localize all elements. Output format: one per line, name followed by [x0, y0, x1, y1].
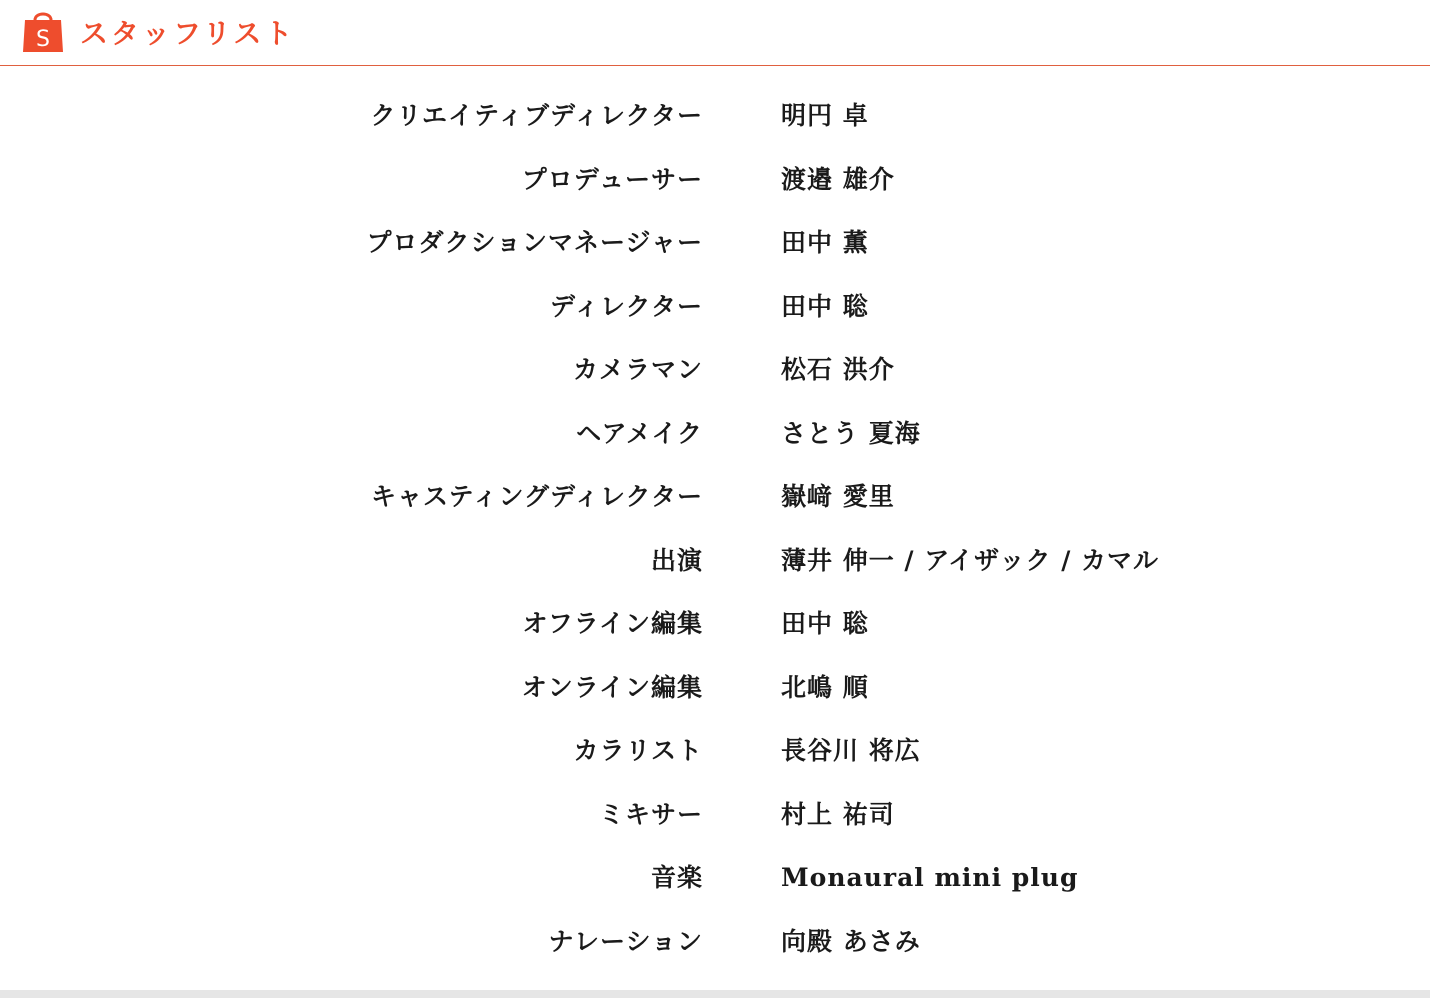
- page-header: [0, 0, 1430, 66]
- logo-letter: S: [36, 27, 50, 52]
- staff-name: 松石 洪介: [781, 355, 895, 384]
- staff-name: 薄井 伸一 / アイザック / カマル: [781, 545, 1160, 575]
- staff-name: 田中 聡: [781, 291, 869, 321]
- staff-row: [0, 84, 1430, 148]
- staff-list: [0, 84, 1430, 973]
- staff-row: [0, 910, 1430, 974]
- staff-row: [0, 275, 1430, 339]
- staff-row: [0, 592, 1430, 656]
- staff-name: 向殿 あさみ: [781, 926, 921, 956]
- staff-role: プロダクションマネージャー: [366, 228, 703, 257]
- page-title: スタッフリスト: [80, 17, 296, 50]
- staff-role: オフライン編集: [522, 609, 703, 638]
- staff-role: キャスティングディレクター: [370, 482, 703, 511]
- staff-name: さとう 夏海: [781, 418, 921, 448]
- staff-role: カラリスト: [573, 736, 703, 765]
- staff-role: オンライン編集: [521, 672, 703, 702]
- staff-name: 渡邉 雄介: [781, 164, 895, 194]
- staff-row: [0, 211, 1430, 275]
- staff-role: プロデューサー: [521, 164, 703, 194]
- staff-name: 長谷川 将広: [781, 736, 921, 765]
- staff-name: Monaural mini plug: [781, 863, 1079, 892]
- staff-role: クリエイティブディレクター: [370, 101, 703, 130]
- staff-role: カメラマン: [572, 355, 703, 384]
- staff-row: [0, 338, 1430, 402]
- staff-row: [0, 148, 1430, 212]
- staff-name: 明円 卓: [781, 101, 869, 130]
- staff-row: [0, 402, 1430, 466]
- horizontal-scrollbar[interactable]: [0, 990, 1430, 998]
- staff-row: [0, 719, 1430, 783]
- staff-row: [0, 529, 1430, 593]
- staff-role: 音楽: [650, 863, 703, 892]
- staff-role: ヘアメイク: [576, 418, 703, 448]
- staff-role: 出演: [650, 545, 703, 575]
- staff-name: 村上 祐司: [781, 799, 895, 829]
- staff-role: ミキサー: [598, 799, 703, 829]
- shopping-bag-icon[interactable]: [22, 8, 64, 52]
- staff-row: [0, 465, 1430, 529]
- staff-name: 北嶋 順: [781, 672, 869, 702]
- staff-role: ディレクター: [549, 291, 703, 321]
- staff-role: ナレーション: [548, 926, 703, 956]
- staff-row: [0, 846, 1430, 910]
- staff-name: 田中 薫: [781, 228, 869, 257]
- staff-row: [0, 783, 1430, 847]
- staff-name: 嶽﨑 愛里: [781, 482, 895, 511]
- staff-row: [0, 656, 1430, 720]
- staff-name: 田中 聡: [781, 609, 869, 638]
